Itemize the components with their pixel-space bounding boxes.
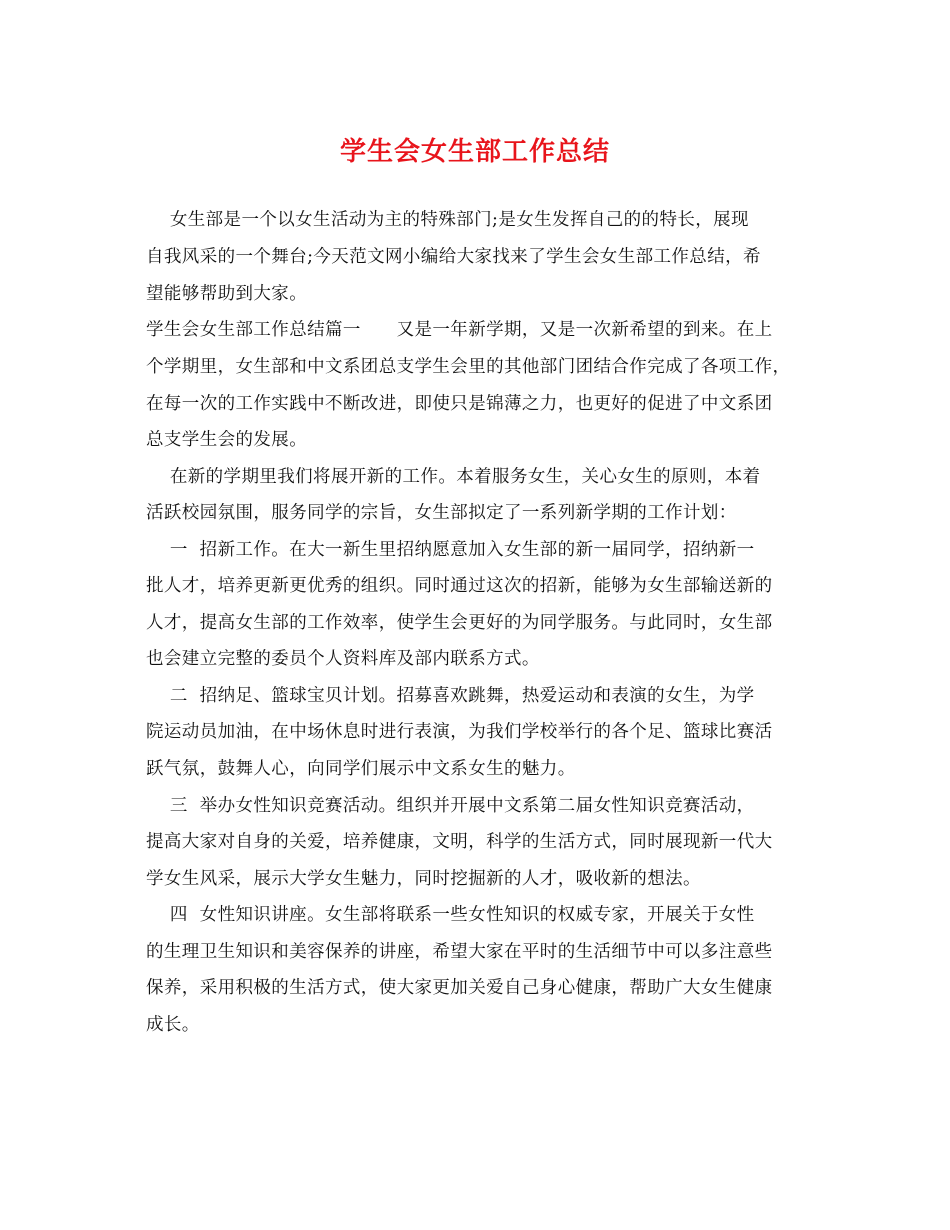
document-title: 学生会女生部工作总结 bbox=[339, 137, 610, 167]
body-line: 女生部是一个以女生活动为主的特殊部门;是女生发挥自己的的特长，展现 bbox=[146, 210, 749, 230]
body-line: 的生理卫生知识和美容保养的讲座，希望大家在平时的生活细节中可以多注意些 bbox=[146, 942, 773, 962]
body-line: 跃气氛，鼓舞人心，向同学们展示中文系女生的魅力。 bbox=[146, 759, 576, 779]
body-line: 学女生风采，展示大学女生魅力，同时挖掘新的人才，吸收新的想法。 bbox=[146, 869, 701, 889]
body-line: 总支学生会的发展。 bbox=[146, 430, 308, 450]
body-line: 成长。 bbox=[146, 1015, 200, 1035]
body-line: 保养，采用积极的生活方式，使大家更加关爱自己身心健康，帮助广大女生健康 bbox=[146, 978, 773, 998]
body-line: 在新的学期里我们将展开新的工作。本着服务女生，关心女生的原则，本着 bbox=[146, 467, 761, 487]
body-line: 自我风采的一个舞台;今天范文网小编给大家找来了学生会女生部工作总结，希 bbox=[146, 247, 761, 267]
body-line: 在每一次的工作实践中不断改进，即使只是锦薄之力，也更好的促进了中文系团 bbox=[146, 394, 773, 414]
body-line: 个学期里，女生部和中文系团总支学生会里的其他部门团结合作完成了各项工作， bbox=[146, 357, 791, 377]
body-line: 四 女性知识讲座。女生部将联系一些女性知识的权威专家，开展关于女性 bbox=[146, 905, 755, 925]
body-line: 提高大家对自身的关爱，培养健康，文明，科学的生活方式，同时展现新一代大 bbox=[146, 832, 773, 852]
body-line: 活跃校园氛围，服务同学的宗旨，女生部拟定了一系列新学期的工作计划： bbox=[146, 503, 737, 523]
body-line: 三 举办女性知识竞赛活动。组织并开展中文系第二届女性知识竞赛活动， bbox=[146, 796, 755, 816]
body-line: 也会建立完整的委员个人资料库及部内联系方式。 bbox=[146, 649, 540, 669]
body-line: 二 招纳足、篮球宝贝计划。招募喜欢跳舞，热爱运动和表演的女生，为学 bbox=[146, 686, 755, 706]
body-line: 人才，提高女生部的工作效率，使学生会更好的为同学服务。与此同时，女生部 bbox=[146, 613, 773, 633]
body-line: 一 招新工作。在大一新生里招纳愿意加入女生部的新一届同学，招纳新一 bbox=[146, 540, 755, 560]
body-line: 批人才，培养更新更优秀的组织。同时通过这次的招新，能够为女生部输送新的 bbox=[146, 576, 773, 596]
body-line: 望能够帮助到大家。 bbox=[146, 284, 308, 304]
body-line: 院运动员加油，在中场休息时进行表演，为我们学校举行的各个足、篮球比赛活 bbox=[146, 722, 773, 742]
body-line: 学生会女生部工作总结篇一 又是一年新学期，又是一次新希望的到来。在上 bbox=[146, 320, 773, 340]
